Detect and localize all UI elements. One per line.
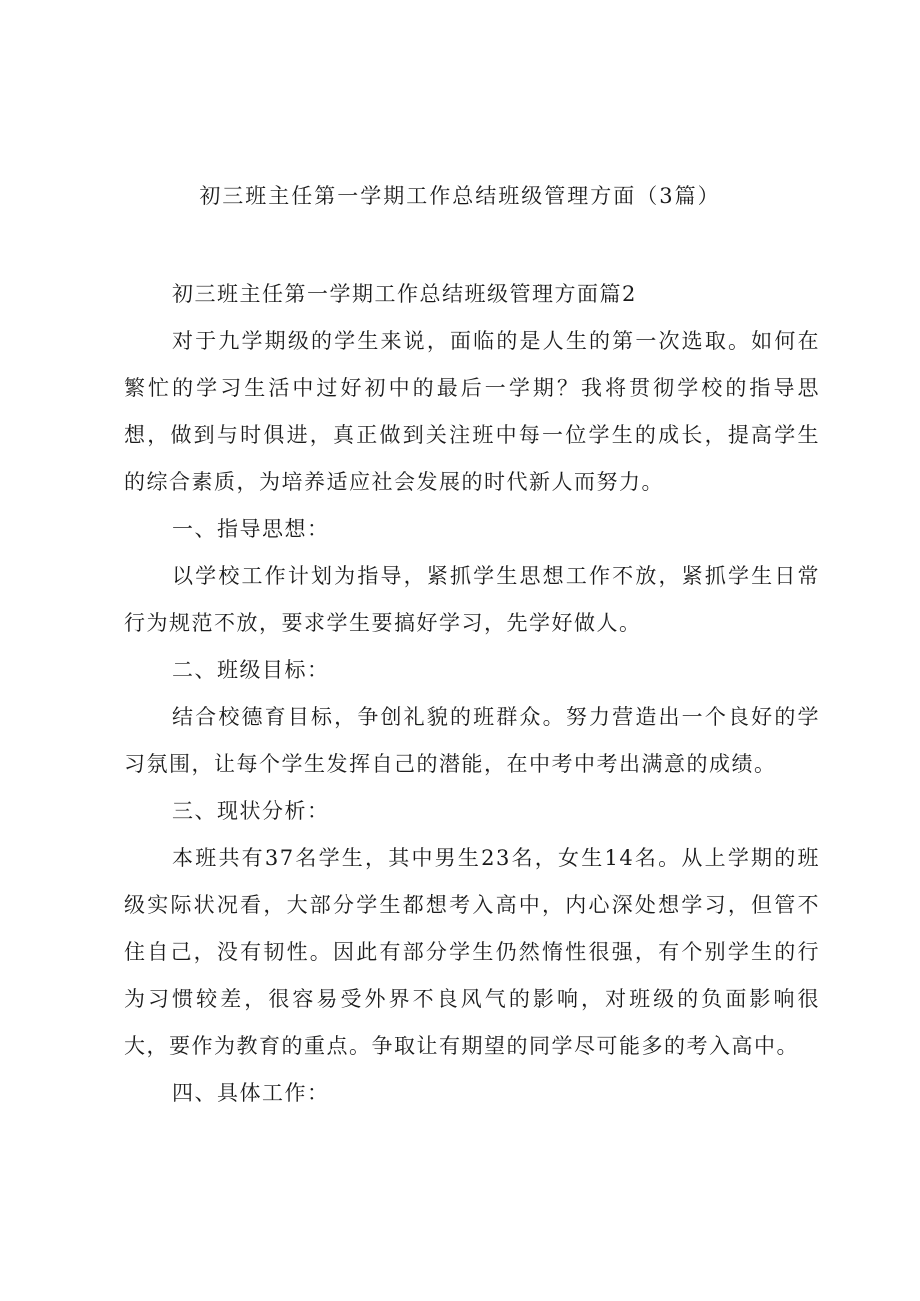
section-heading: 四、具体工作：: [172, 1081, 330, 1105]
paragraph: 以学校工作计划为指导，紧抓学生思想工作不放，紧抓学生日常行为规范不放，要求学生要搞好学习，先学好做人。: [124, 564, 820, 635]
document-body: [124, 271, 820, 1117]
paragraph: 对于九学期级的学生来说，面临的是人生的第一次选取。如何在繁忙的学习生活中过好初中的最后一学期？我将贯彻学校的指导思想，做到与时俱进，真正做到关注班中每一位学生的成长，提高学生的综合素质，为培养适应社会发展的时代新人而努力。: [124, 329, 820, 494]
paragraph: 结合校德育目标，争创礼貌的班群众。努力营造出一个良好的学习氛围，让每个学生发挥自己的潜能，在中考中考出满意的成绩。: [124, 705, 820, 776]
section-heading: 初三班主任第一学期工作总结班级管理方面篇2: [172, 282, 637, 306]
section-heading: 二、班级目标：: [172, 658, 330, 682]
section-heading: 三、现状分析：: [172, 799, 330, 823]
document-title: 初三班主任第一学期工作总结班级管理方面（3篇）: [199, 184, 721, 208]
section-heading: 一、指导思想：: [172, 517, 330, 541]
paragraph: 本班共有37名学生，其中男生23名，女生14名。从上学期的班级实际状况看，大部分学生都想考入高中，内心深处想学习，但管不住自己，没有韧性。因此有部分学生仍然惰性很强，有个别学生的行为习惯较差，很容易受外界不良风气的影响，对班级的负面影响很大，要作为教育的重点。争取让有期望的同学尽可能多的考入高中。: [124, 846, 820, 1058]
